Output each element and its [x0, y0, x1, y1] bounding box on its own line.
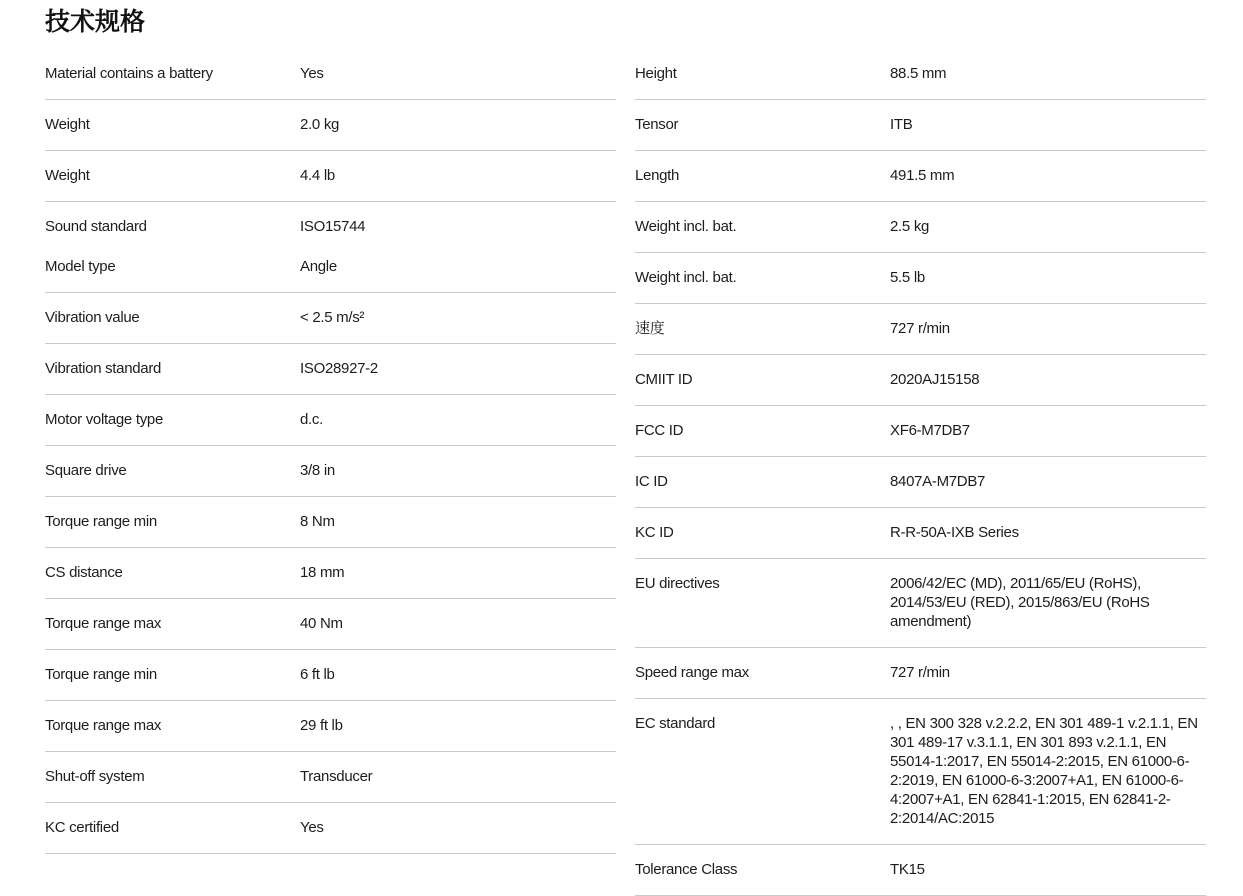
spec-label: IC ID	[635, 473, 668, 490]
spec-label: KC certified	[45, 819, 119, 836]
spec-row	[635, 166, 1206, 185]
spec-label: Torque range max	[45, 717, 162, 734]
spec-row	[635, 472, 1206, 491]
spec-group	[635, 508, 1206, 559]
spec-label: CS distance	[45, 564, 123, 581]
spec-group	[635, 151, 1206, 202]
spec-row	[45, 614, 616, 633]
spec-value: 727 r/min	[890, 664, 950, 681]
spec-group	[45, 497, 616, 548]
spec-value: 8407A-M7DB7	[890, 473, 986, 490]
spec-label: EC standard	[635, 715, 716, 732]
spec-row	[45, 217, 616, 236]
spec-group	[45, 344, 616, 395]
spec-group	[45, 803, 616, 854]
spec-label: Torque range min	[45, 513, 157, 530]
spec-value: ISO28927-2	[300, 360, 378, 377]
spec-row	[635, 217, 1206, 236]
spec-row	[635, 663, 1206, 682]
spec-label: Weight incl. bat.	[635, 269, 737, 286]
spec-group	[635, 699, 1206, 845]
spec-row	[45, 359, 616, 378]
spec-label: Vibration standard	[45, 360, 162, 377]
spec-value: R-R-50A-IXB Series	[890, 524, 1019, 541]
spec-label: Shut-off system	[45, 768, 145, 785]
spec-row	[635, 370, 1206, 389]
spec-value: 2020AJ15158	[890, 371, 980, 388]
spec-group	[635, 559, 1206, 648]
spec-row	[635, 860, 1206, 879]
spec-group	[45, 151, 616, 202]
spec-row	[635, 574, 1206, 631]
spec-columns	[0, 49, 1243, 896]
spec-label: FCC ID	[635, 422, 684, 439]
spec-row	[45, 115, 616, 134]
spec-label: Height	[635, 65, 677, 82]
spec-label: Weight	[45, 116, 90, 133]
page-title: 技术规格	[45, 8, 146, 36]
spec-value: Angle	[300, 258, 337, 275]
spec-column-right	[635, 49, 1206, 896]
spec-label: Tensor	[635, 116, 679, 133]
spec-group	[45, 293, 616, 344]
spec-label: Length	[635, 167, 680, 184]
spec-value: ITB	[890, 116, 913, 133]
spec-value: 727 r/min	[890, 320, 950, 337]
spec-value: d.c.	[300, 411, 323, 428]
spec-label: Speed range max	[635, 664, 749, 681]
spec-row	[635, 115, 1206, 134]
spec-value: 29 ft lb	[300, 717, 343, 734]
spec-label: Sound standard	[45, 218, 147, 235]
spec-value: 491.5 mm	[890, 167, 955, 184]
spec-value: Yes	[300, 819, 324, 836]
spec-row	[635, 421, 1206, 440]
spec-group	[635, 355, 1206, 406]
spec-value: 88.5 mm	[890, 65, 947, 82]
spec-value: Transducer	[300, 768, 373, 785]
spec-value: XF6-M7DB7	[890, 422, 970, 439]
spec-row	[45, 716, 616, 735]
spec-group	[45, 100, 616, 151]
spec-label: Weight	[45, 167, 90, 184]
spec-row	[45, 461, 616, 480]
spec-value: 2.5 kg	[890, 218, 930, 235]
spec-value: ISO15744	[300, 218, 366, 235]
spec-label: Model type	[45, 258, 116, 275]
spec-value: , , EN 300 328 v.2.2.2, EN 301 489-1 v.2.1.1, EN 301 489-17 v.3.1.1, EN 301 893 v.2.1.1, EN 55014-1:2017, EN 55014-2:2015, EN 61000-6-2:2019, EN 61000-6-3:2007+A1, EN 61000-6-4:2007+A1, EN 62841-1:2015, EN 62841-2-2:2014/AC:2015	[890, 715, 1198, 827]
spec-column-left	[45, 49, 616, 854]
spec-value: 2.0 kg	[300, 116, 340, 133]
spec-row	[635, 64, 1206, 83]
spec-row	[45, 166, 616, 185]
spec-group	[45, 446, 616, 497]
spec-label: Vibration value	[45, 309, 140, 326]
spec-label: Motor voltage type	[45, 411, 163, 428]
spec-group	[635, 100, 1206, 151]
spec-group	[635, 202, 1206, 253]
spec-row	[635, 523, 1206, 542]
spec-row	[45, 665, 616, 684]
spec-group	[635, 406, 1206, 457]
spec-value: Yes	[300, 65, 324, 82]
spec-label: Torque range max	[45, 615, 162, 632]
spec-label: Torque range min	[45, 666, 157, 683]
spec-label: Tolerance Class	[635, 861, 738, 878]
spec-value: 8 Nm	[300, 513, 335, 530]
spec-label: Square drive	[45, 462, 127, 479]
spec-label: CMIIT ID	[635, 371, 693, 388]
spec-row	[45, 308, 616, 327]
spec-label: EU directives	[635, 575, 720, 592]
spec-group	[45, 548, 616, 599]
spec-row	[45, 257, 616, 276]
spec-value: 6 ft lb	[300, 666, 335, 683]
spec-group	[45, 49, 616, 100]
spec-value: 4.4 lb	[300, 167, 335, 184]
spec-value: TK15	[890, 861, 925, 878]
spec-group	[45, 599, 616, 650]
spec-row	[45, 767, 616, 786]
spec-row	[45, 512, 616, 531]
spec-value: 18 mm	[300, 564, 345, 581]
spec-group	[635, 304, 1206, 355]
spec-group	[635, 457, 1206, 508]
spec-group	[635, 253, 1206, 304]
spec-group	[635, 648, 1206, 699]
spec-value: 2006/42/EC (MD), 2011/65/EU (RoHS), 2014/53/EU (RED), 2015/863/EU (RoHS amendment)	[890, 575, 1150, 630]
spec-label: Material contains a battery	[45, 65, 213, 82]
spec-row	[635, 714, 1206, 828]
spec-row	[635, 268, 1206, 287]
spec-row	[45, 410, 616, 429]
spec-value: < 2.5 m/s²	[300, 309, 365, 326]
spec-group	[45, 202, 616, 293]
spec-row	[45, 818, 616, 837]
spec-value: 5.5 lb	[890, 269, 925, 286]
spec-value: 3/8 in	[300, 462, 335, 479]
spec-row	[635, 319, 1206, 338]
spec-row	[45, 563, 616, 582]
spec-group	[635, 49, 1206, 100]
spec-group	[45, 752, 616, 803]
spec-group	[45, 701, 616, 752]
spec-row	[45, 64, 616, 83]
spec-label: Weight incl. bat.	[635, 218, 737, 235]
spec-group	[45, 395, 616, 446]
spec-group	[45, 650, 616, 701]
spec-label: 速度	[635, 320, 665, 337]
spec-label: KC ID	[635, 524, 674, 541]
spec-value: 40 Nm	[300, 615, 343, 632]
